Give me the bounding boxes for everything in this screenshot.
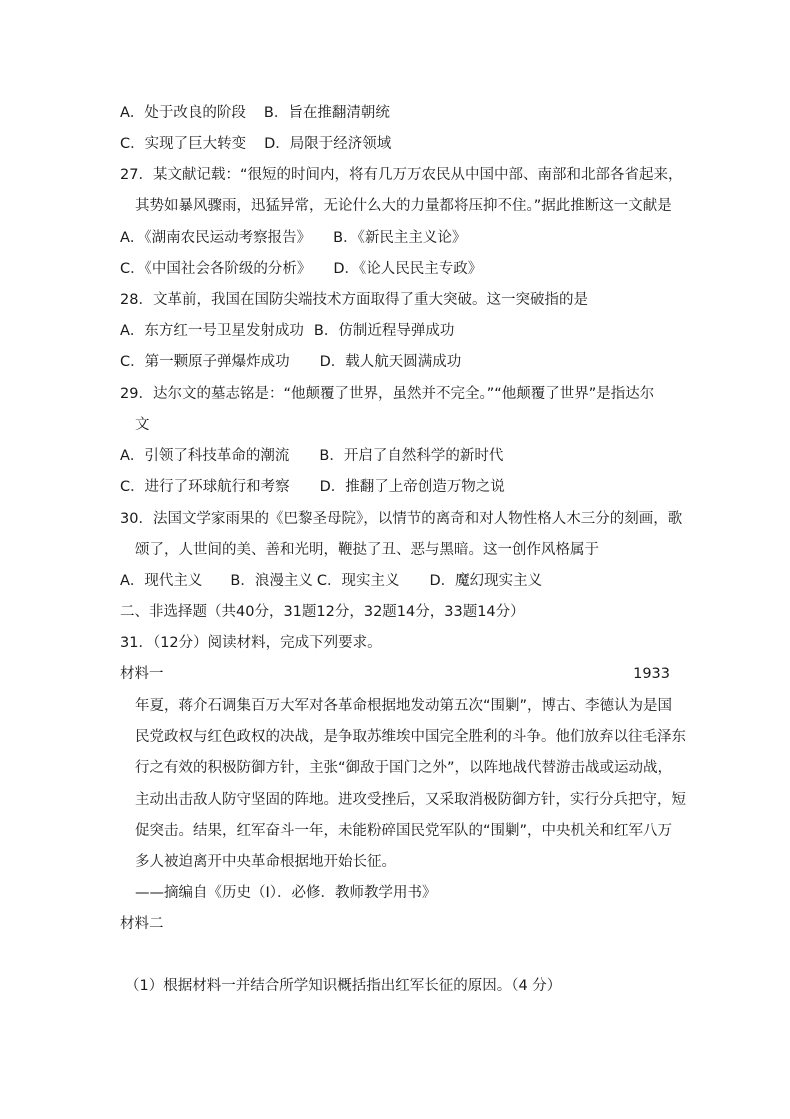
q30-option-a: A．现代主义 — [120, 573, 203, 589]
q30-option-b: B．浪漫主义 — [230, 573, 313, 589]
q26-option-d: D．局限于经济领域 — [264, 136, 392, 152]
material1-year: 1933 — [633, 666, 670, 682]
material1-line-5: 促突击。结果，红军奋斗一年，未能粉碎国民党军队的“围剿”，中央机关和红军八万 — [135, 823, 673, 839]
q29-stem-line-1: 29．达尔文的墓志铭是：“他颠覆了世界，虽然并不完全。”“他颠覆了世界”是指达尔 — [120, 386, 655, 402]
q27-option-d: D．《论人民民主专政》 — [333, 261, 483, 277]
q28-options-row-1 — [120, 321, 454, 341]
q31-sub-question-1: （1）根据材料一并结合所学知识概括指出红军长征的原因。（4 分） — [125, 978, 562, 994]
q30-stem-line-2: 颂了，人世间的美、善和光明，鞭挞了丑、恶与黑暗。这一创作风格属于 — [135, 542, 599, 558]
material1-line-6: 多人被迫离开中央革命根据地开始长征。 — [135, 854, 396, 870]
q29-option-d: D．推翻了上帝创造万物之说 — [319, 479, 505, 495]
q26-option-c: C．实现了巨大转变 — [120, 136, 247, 152]
q29-option-b: B．开启了自然科学的新时代 — [319, 448, 504, 464]
q27-stem-line-2: 其势如暴风骤雨，迅猛异常，无论什么大的力量都将压抑不住。”据此推断这一文献是 — [135, 198, 672, 214]
q27-option-b: B．《新民主主义论》 — [333, 230, 467, 246]
q28-option-d: D．载人航天圆满成功 — [319, 354, 462, 370]
q29-stem-line-2: 文 — [135, 417, 150, 433]
q26-options-row-2 — [120, 134, 391, 154]
q27-option-c: C．《中国社会各阶级的分析》 — [120, 261, 312, 277]
q27-options-row-1 — [120, 228, 466, 248]
q28-option-b: B．仿制近程导弹成功 — [313, 323, 455, 339]
material1-line-1: 年夏，蒋介石调集百万大军对各革命根据地发动第五次“围剿”，博古、李德认为是国 — [135, 698, 673, 714]
q26-option-a: A．处于改良的阶段 — [120, 105, 246, 121]
q29-options-row-2 — [120, 477, 505, 497]
q30-options-row — [120, 571, 542, 591]
q28-option-a: A．东方红一号卫星发射成功 — [120, 323, 304, 339]
q29-option-c: C．进行了环球航行和考察 — [120, 479, 290, 495]
material1-line-2: 民党政权与红色政权的决战，是争取苏维埃中国完全胜利的斗争。他们放弃以往毛泽东 — [135, 729, 686, 745]
material1-label: 材料一 — [120, 666, 164, 682]
q31-stem: 31．（12分）阅读材料，完成下列要求。 — [120, 635, 382, 651]
material1-line-4: 主动出击敌人防守坚固的阵地。进攻受挫后，又采取消极防御方针，实行分兵把守，短 — [135, 792, 686, 808]
q27-stem-line-1: 27．某文献记载：“很短的时间内，将有几万万农民从中国中部、南部和北部各省起来， — [120, 167, 683, 183]
q27-option-a: A．《湖南农民运动考察报告》 — [120, 230, 312, 246]
material2-label: 材料二 — [120, 916, 164, 932]
q30-option-d: D．魔幻现实主义 — [429, 573, 543, 589]
q28-option-c: C．第一颗原子弹爆炸成功 — [120, 354, 290, 370]
q26-options-row-1 — [120, 103, 390, 123]
q31-material1-header — [120, 664, 670, 684]
q27-options-row-2 — [120, 259, 482, 279]
material1-source: ——摘编自《历史（Ⅰ）．必修．教师教学用书》 — [135, 885, 437, 901]
q30-option-c: C．现实主义 — [316, 573, 400, 589]
q29-options-row-1 — [120, 446, 503, 466]
q28-stem: 28．文革前，我国在国防尖端技术方面取得了重大突破。这一突破指的是 — [120, 292, 588, 308]
material1-line-3: 行之有效的积极防御方针，主张“御敌于国门之外”，以阵地战代替游击战或运动战， — [135, 760, 673, 776]
q26-option-b: B．旨在推翻清朝统 — [263, 105, 390, 121]
section-2-heading: 二、非选择题（共40分，31题12分，32题14分，33题14分） — [120, 604, 525, 620]
q28-options-row-2 — [120, 352, 461, 372]
q29-option-a: A．引领了科技革命的潮流 — [120, 448, 290, 464]
q30-stem-line-1: 30．法国文学家雨果的《巴黎圣母院》，以情节的离奇和对人物性格人木三分的刻画，歌 — [120, 511, 683, 527]
